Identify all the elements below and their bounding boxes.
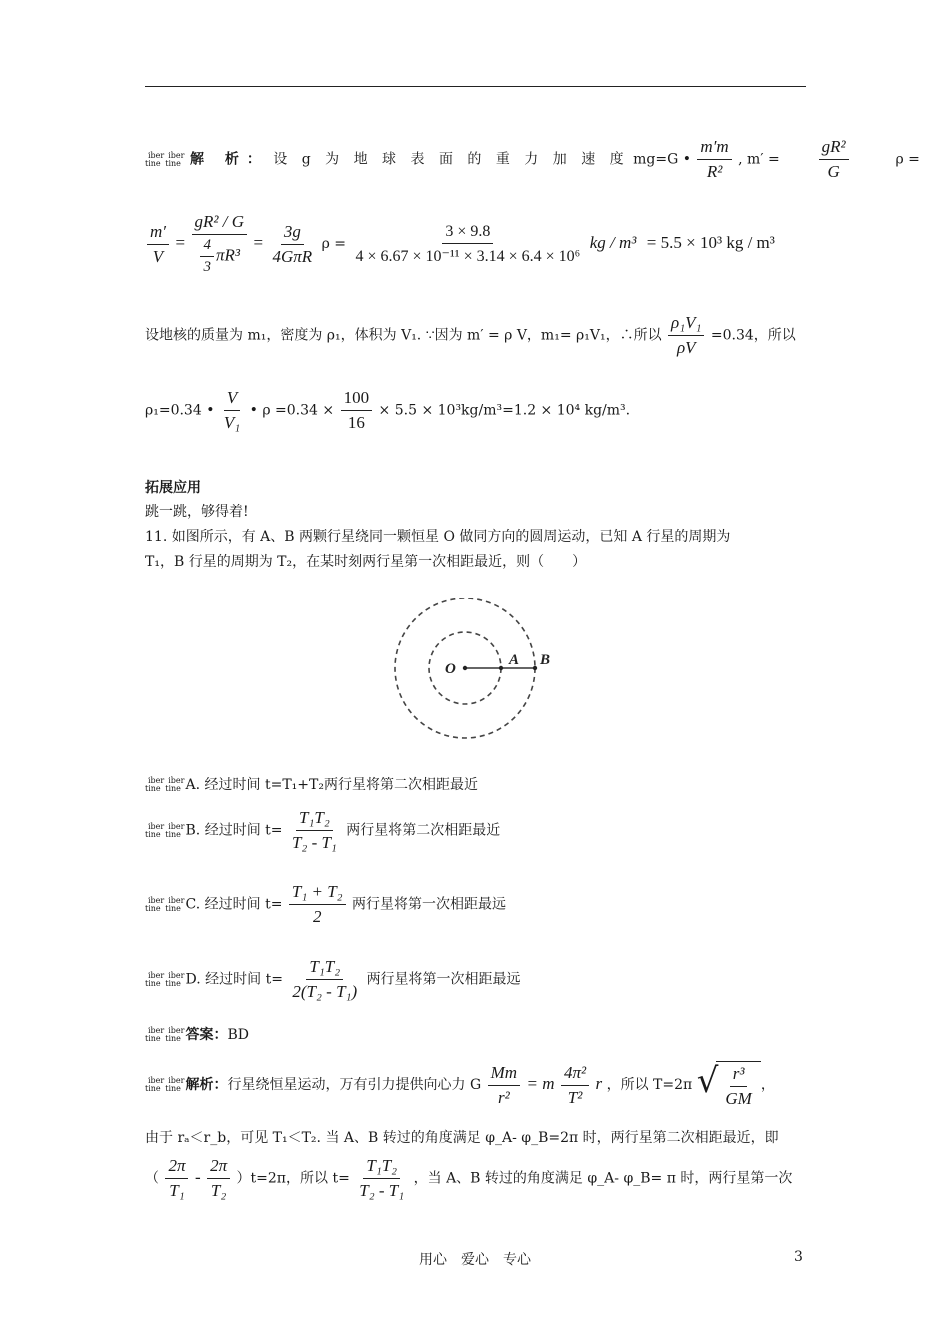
analysis-line-1: iber tine iber tine 解析：行星绕恒星运动，万有引力提供向心力 G $\frac{Mm}{\text{r²}}$ = m $\frac{\text{4π²}}{\text{T²}}$ r ，所以 T=2π √ $\frac{\text{r³}}{GM}$ ， — [145, 1061, 775, 1108]
star-o-dot — [463, 666, 467, 670]
formula-rho: ρ = — [895, 151, 920, 168]
answer: iber tine iber tine 答案：BD — [145, 1026, 250, 1043]
footer-text: 用心 爱心 专心 — [419, 1252, 531, 1268]
fraction-mm-r2: $\frac{Mm}{\text{r²}}$ — [488, 1063, 520, 1108]
solution-text: • ρ =0.34 × — [249, 402, 335, 419]
equals: = — [175, 233, 186, 252]
fraction-t1t2: $\frac{\text{T₁T₂}}{\text{T₂ - T₁}}$ — [359, 1156, 405, 1200]
orbit-figure — [393, 598, 563, 743]
option-d: iber tine iber tine D. 经过时间 t= $\frac{\text{T₁T₂}}{\text{2(T₂ - T₁)}}$ 两行星将第一次相距最远 — [145, 957, 521, 1001]
fraction-option-c: $\frac{\text{T₁ + T₂}}{2}$ — [289, 882, 346, 927]
fraction-numeric: $\frac{3 \times 9.8}{\text{4 × 6.67 × 10⁻¹¹ × 3.14 × 6.4 × 10⁶}}$ — [355, 222, 581, 265]
solution-line-3 — [145, 313, 796, 358]
analysis-line-2: 由于 rₐ＜r_b，可见 T₁＜T₂. 当 A、B 转过的角度满足 φ_A- φ_B=2π 时，两行星第二次相距最近，即 — [145, 1130, 779, 1146]
planet-a-dot — [499, 666, 503, 670]
fraction-option-b: $\frac{\text{T₁T₂}}{\text{T₂ - T₁}}$ — [291, 808, 337, 852]
formula-mg: mg=G • — [633, 151, 691, 168]
result: = 5.5 × 10³ kg / m³ — [646, 233, 775, 252]
fraction-option-d: $\frac{\text{T₁T₂}}{\text{2(T₂ - T₁)}}$ — [292, 957, 358, 1001]
fraction-mm-r2: $\frac{m'm}{\text{R²}}$ — [697, 137, 731, 182]
analysis-line-3: （ $\frac{2\pi}{\text{T₁}}$ - $\frac{2\pi}{\text{T₂}}$ ）t=2π，所以 t= $\frac{\text{T₁T₂}}{\text{T₂ - T₁}}$ ，当 A、B 转过的角度满足 φ_A- φ_B= π 时，两行星第一次 — [145, 1156, 793, 1200]
solution-line-4 — [145, 388, 630, 433]
solution-text: 设地核的质量为 m₁，密度为 ρ₁，体积为 V₁. ∵因为 m′ = ρ V，m₁= ρ₁V₁，∴所以 — [145, 327, 662, 344]
solution-text: × 5.5 × 10³kg/m³=1.2 × 10⁴ kg/m³. — [378, 402, 631, 419]
marker: iber tine — [145, 150, 165, 168]
sqrt-r3-gm: √ $\frac{\text{r³}}{GM}$ — [697, 1061, 761, 1109]
fraction-gr2g-over-volume: gR² / G $\frac{4}{3}$ πR³ — [192, 212, 247, 276]
option-a: iber tine iber tine A. 经过时间 t=T₁+T₂两行星将第二次相距最近 — [145, 776, 478, 793]
fraction-gr2-g: $\frac{\text{gR²}}{G}$ — [819, 137, 849, 182]
formula-rho: ρ = — [321, 236, 347, 252]
option-b: iber tine iber tine B. 经过时间 t= $\frac{\text{T₁T₂}}{\text{T₂ - T₁}}$ 两行星将第二次相距最近 — [145, 808, 501, 852]
fraction-2pi-t2: $\frac{2\pi}{\text{T₂}}$ — [207, 1156, 230, 1201]
label-b: B — [540, 652, 551, 668]
question-line-1: 11. 如图所示，有 A、B 两颗行星绕同一颗恒星 O 做同方向的圆周运动，已知 A 行星的周期为 — [145, 529, 731, 545]
label-a: A — [509, 652, 520, 668]
page-number: 3 — [794, 1249, 803, 1265]
label-o: O — [445, 661, 456, 677]
fraction-2pi-t1: $\frac{2\pi}{\text{T₁}}$ — [165, 1156, 188, 1201]
unit: kg / m³ — [589, 233, 637, 252]
solution-label: 解 析： — [189, 151, 269, 168]
section-title: 拓展应用 — [145, 480, 201, 496]
section-subtitle: 跳一跳，够得着! — [145, 504, 249, 520]
solution-text: 设 g 为 地 球 表 面 的 重 力 加 速 度 — [273, 151, 629, 168]
question-line-2: T₁，B 行星的周期为 T₂，在某时刻两行星第一次相距最近，则（ ） — [145, 554, 587, 570]
planet-b-dot — [533, 666, 537, 670]
equals: = — [253, 233, 264, 252]
analysis-label: 解析： — [185, 1077, 228, 1093]
answer-value: BD — [227, 1027, 250, 1043]
fraction-3g: $\frac{3g}{\text{4GπR}}$ — [272, 221, 313, 266]
solution-line-1 — [145, 137, 920, 182]
fraction-v-v1: $\frac{V}{\text{V₁}}$ — [223, 388, 241, 432]
solution-text: ρ₁=0.34 • — [145, 402, 215, 419]
fraction-m-v: $\frac{m'}{V}$ — [147, 222, 169, 267]
marker: iber tine — [165, 150, 185, 168]
option-c: iber tine iber tine C. 经过时间 t= $\frac{\text{T₁ + T₂}}{2}$ 两行星将第一次相距最远 — [145, 882, 507, 926]
solution-line-2 — [145, 212, 775, 276]
formula-mprime: , m′ = — [738, 151, 780, 168]
fraction-rho1v1-rhov: $\frac{\text{ρ₁V₁}}{\rho V}$ — [668, 313, 704, 358]
answer-label: 答案： — [185, 1027, 228, 1043]
header-rule — [145, 86, 806, 87]
solution-text: =0.34，所以 — [710, 327, 796, 344]
fraction-100-16: $\frac{100}{16}$ — [341, 388, 373, 433]
fraction-4pi2-t2: $\frac{\text{4π²}}{\text{T²}}$ — [561, 1063, 589, 1108]
